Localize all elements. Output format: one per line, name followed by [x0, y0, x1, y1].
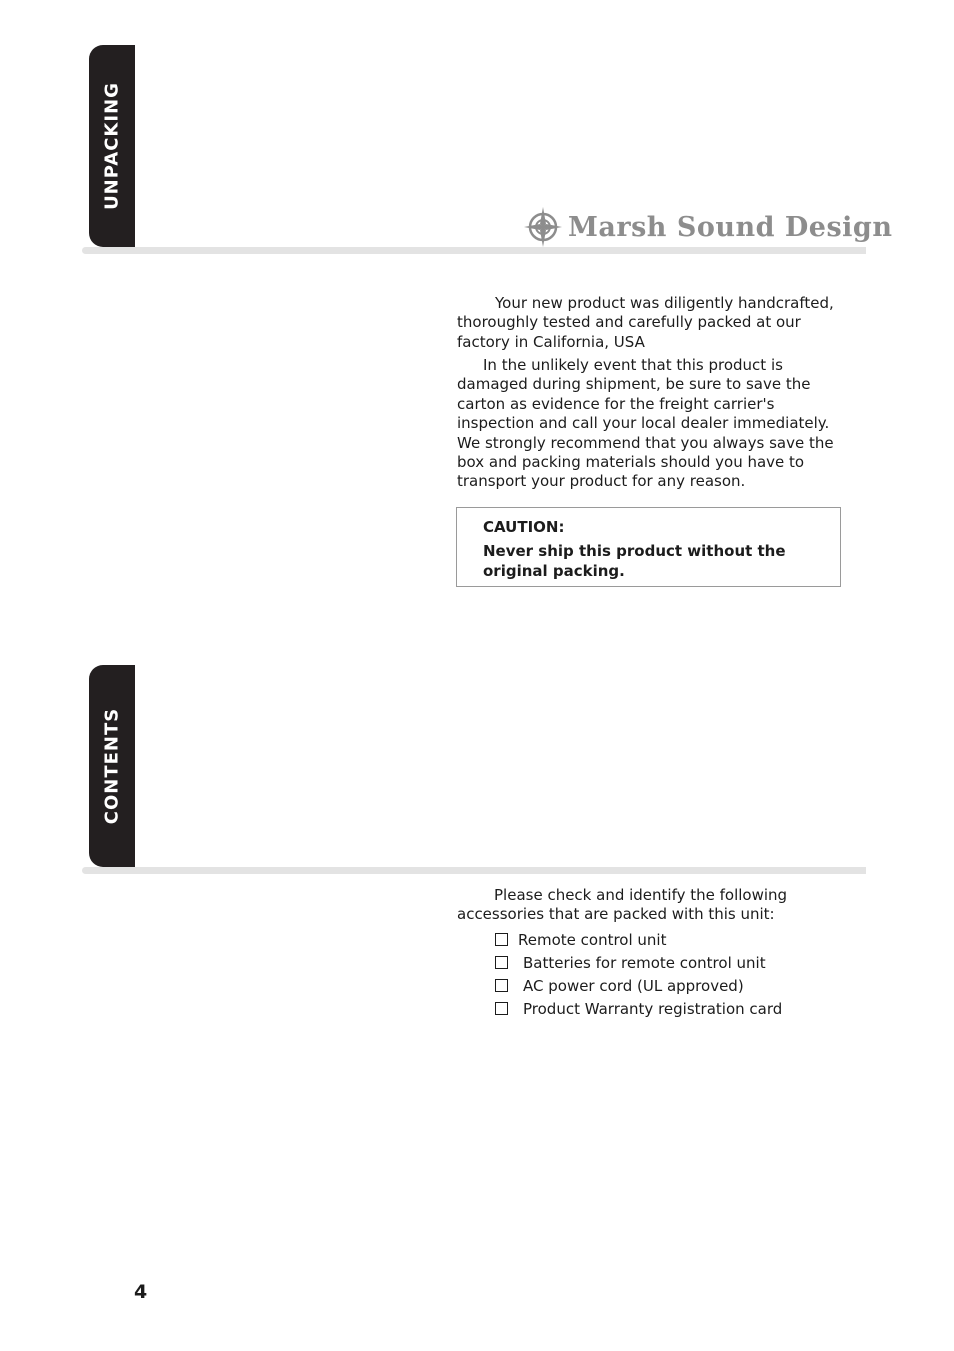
unpacking-paragraph — [457, 356, 847, 492]
checkbox-icon — [495, 979, 508, 992]
brand-name: Marsh Sound Design — [568, 211, 893, 243]
caution-box — [456, 507, 841, 587]
list-item-label: Remote control unit — [518, 931, 667, 949]
list-item-label: Product Warranty registration card — [523, 1000, 783, 1018]
list-item — [495, 929, 782, 952]
page-number: 4 — [134, 1281, 148, 1303]
checkbox-icon — [495, 1002, 508, 1015]
caution-title: CAUTION: — [483, 518, 565, 536]
contents-intro-text: Please check and identify the following accessories that are packed with this unit: — [457, 886, 788, 924]
section-tab-label: CONTENTS — [101, 707, 123, 825]
unpacking-paragraph-text: Your new product was diligently handcrafted, thoroughly tested and carefully packed at our factory in California, USA — [457, 294, 834, 351]
accessory-checklist — [495, 929, 782, 1021]
contents-intro — [457, 886, 847, 925]
section-tab-label: UNPACKING — [101, 82, 123, 210]
list-item-label: Batteries for remote control unit — [523, 954, 766, 972]
unpacking-paragraph-text: In the unlikely event that this product is damaged during shipment, be sure to save the carton as evidence for the freight carrier's inspection and call your local dealer immediately. We strongly recommend that you always save the box and packing materials should you have to transport your product for any reason. — [457, 356, 834, 491]
section-divider — [82, 247, 866, 254]
list-item — [495, 975, 782, 998]
checkbox-icon — [495, 933, 508, 946]
section-tab-unpacking — [89, 45, 135, 247]
compass-rose-icon — [524, 207, 562, 247]
list-item — [495, 998, 782, 1021]
checkbox-icon — [495, 956, 508, 969]
caution-body: Never ship this product without the original packing. — [483, 542, 786, 580]
list-item-label: AC power cord (UL approved) — [523, 977, 744, 995]
unpacking-paragraph — [457, 294, 847, 352]
section-tab-contents — [89, 665, 135, 867]
section-divider — [82, 867, 866, 874]
list-item — [495, 952, 782, 975]
brand-logo — [524, 206, 892, 248]
